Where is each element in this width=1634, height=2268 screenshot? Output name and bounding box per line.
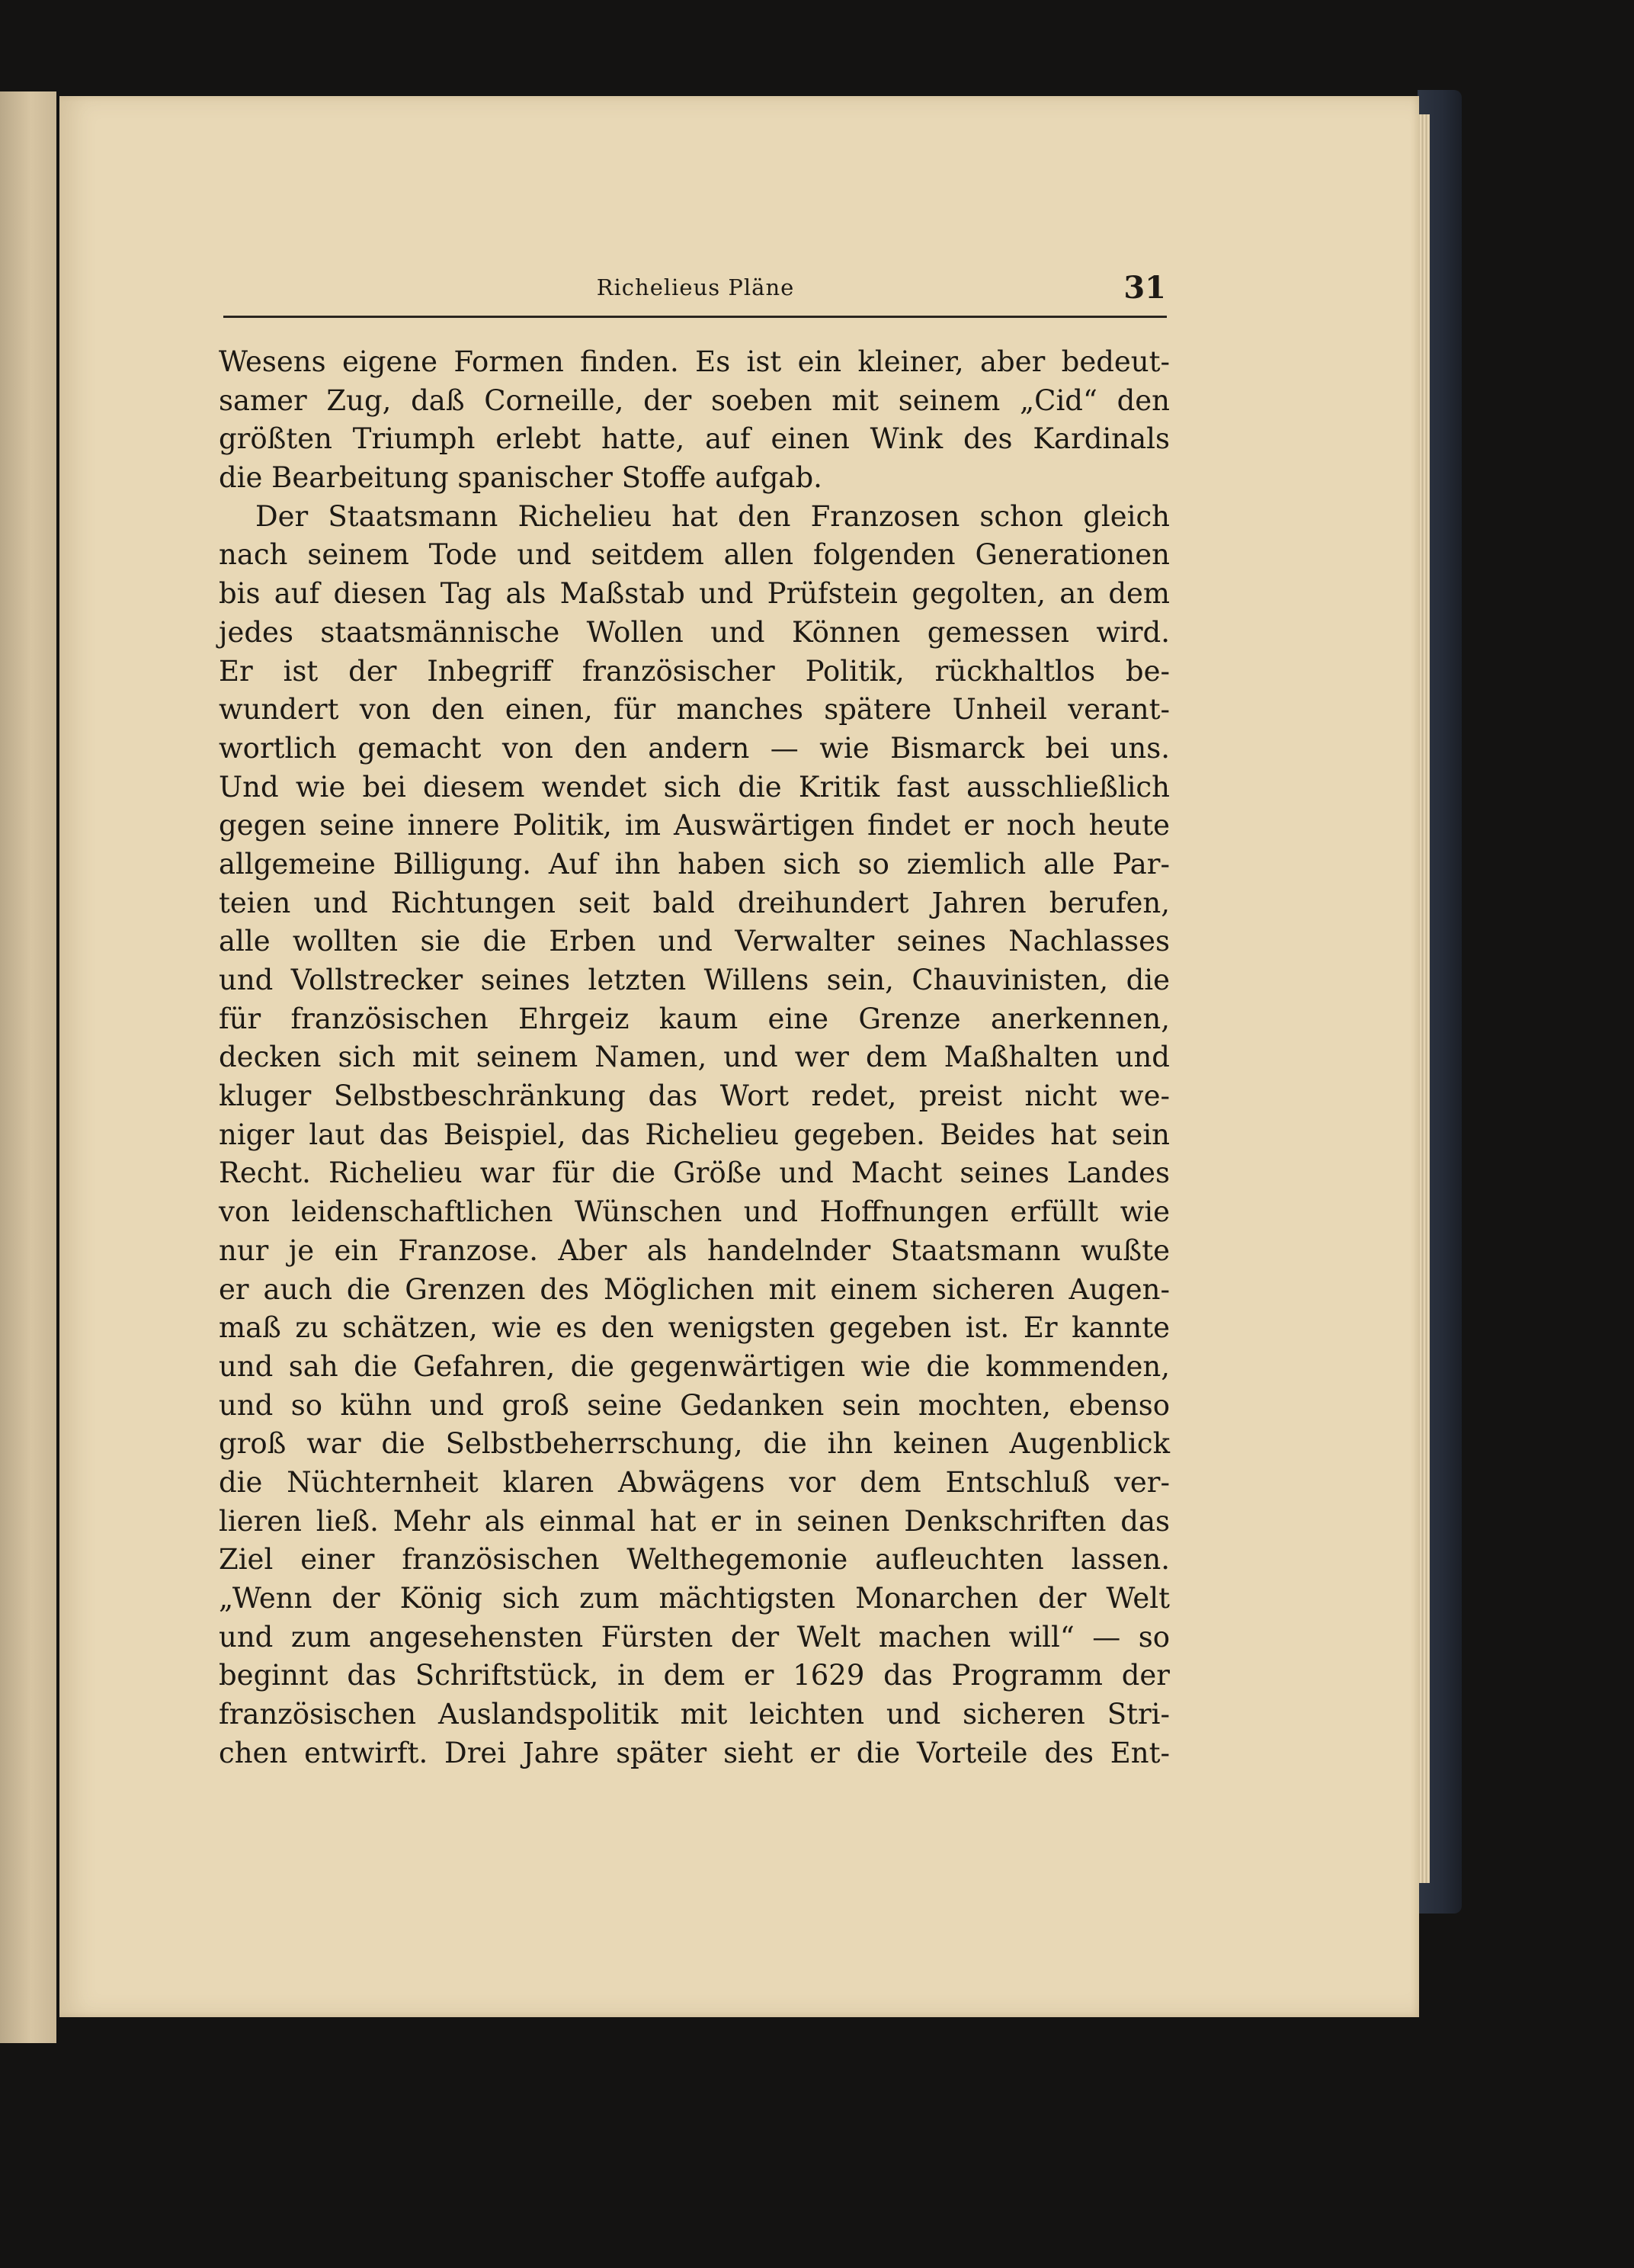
- text-line: alle wollten sie die Erben und Verwalter seines Nachlasses: [219, 925, 1170, 958]
- text-line: und sah die Gefahren, die gegenwärtigen wie die kommenden,: [219, 1349, 1170, 1383]
- text-line: und zum angesehensten Fürsten der Welt machen will“ — so: [219, 1620, 1170, 1654]
- text-line: maß zu schätzen, wie es den wenigsten gegeben ist. Er kannte: [219, 1311, 1170, 1345]
- body-text: [219, 343, 1170, 1772]
- text-line: französischen Auslandspolitik mit leichten und sicheren Stri-: [219, 1698, 1170, 1731]
- text-line: teien und Richtungen seit bald dreihundert Jahren berufen,: [219, 886, 1170, 919]
- text-line: allgemeine Billigung. Auf ihn haben sich so ziemlich alle Par-: [219, 847, 1170, 881]
- text-line: decken sich mit seinem Namen, und wer dem Maßhalten und: [219, 1041, 1170, 1074]
- text-line: groß war die Selbstbeherrschung, die ihn keinen Augenblick: [219, 1427, 1170, 1461]
- facing-page-edge: [0, 91, 56, 2043]
- running-head: [225, 270, 1166, 314]
- text-line: wundert von den einen, für manches spätere Unheil verant-: [219, 693, 1170, 727]
- header-rule: [223, 316, 1167, 318]
- page-number: 31: [1123, 270, 1166, 306]
- text-line: wortlich gemacht von den andern — wie Bismarck bei uns.: [219, 731, 1170, 765]
- text-line: lieren ließ. Mehr als einmal hat er in seinen Denkschriften das: [219, 1504, 1170, 1538]
- text-line: beginnt das Schriftstück, in dem er 1629 das Programm der: [219, 1659, 1170, 1692]
- text-line: kluger Selbstbeschränkung das Wort redet, preist nicht we-: [219, 1079, 1170, 1113]
- text-line: „Wenn der König sich zum mächtigsten Monarchen der Welt: [219, 1582, 1170, 1615]
- text-line: für französischen Ehrgeiz kaum eine Grenze anerkennen,: [219, 1002, 1170, 1035]
- text-line: chen entwirft. Drei Jahre später sieht er die Vorteile des Ent-: [219, 1736, 1170, 1769]
- text-line: nur je ein Franzose. Aber als handelnder Staatsmann wußte: [219, 1233, 1170, 1267]
- text-line: Ziel einer französischen Welthegemonie aufleuchten lassen.: [219, 1543, 1170, 1577]
- text-line: nach seinem Tode und seitdem allen folgenden Generationen: [219, 538, 1170, 572]
- text-line: gegen seine innere Politik, im Auswärtigen findet er noch heute: [219, 809, 1170, 842]
- text-line: Er ist der Inbegriff französischer Politik, rückhaltlos be-: [219, 654, 1170, 688]
- text-line: und Vollstrecker seines letzten Willens sein, Chauvinisten, die: [219, 964, 1170, 996]
- text-line: größten Triumph erlebt hatte, auf einen Wink des Kardinals: [219, 422, 1170, 456]
- text-line: Der Staatsmann Richelieu hat den Franzosen schon gleich: [255, 499, 1170, 533]
- text-line: jedes staatsmännische Wollen und Können gemessen wird.: [219, 615, 1170, 649]
- text-line: Recht. Richelieu war für die Größe und Macht seines Landes: [219, 1156, 1170, 1190]
- text-line: Wesens eigene Formen finden. Es ist ein kleiner, aber bedeut-: [219, 345, 1170, 378]
- text-line: von leidenschaftlichen Wünschen und Hoffnungen erfüllt wie: [219, 1195, 1170, 1229]
- running-head-title: Richelieus Pläne: [596, 274, 795, 300]
- text-line: bis auf diesen Tag als Maßstab und Prüfstein gegolten, an dem: [219, 577, 1170, 611]
- text-line: Und wie bei diesem wendet sich die Kritik fast ausschließlich: [219, 770, 1170, 804]
- text-line: er auch die Grenzen des Möglichen mit einem sicheren Augen-: [219, 1272, 1170, 1306]
- text-line: niger laut das Beispiel, das Richelieu gegeben. Beides hat sein: [219, 1118, 1170, 1151]
- text-line: samer Zug, daß Corneille, der soeben mit seinem „Cid“ den: [219, 383, 1170, 417]
- text-line: die Bearbeitung spanischer Stoffe aufgab.: [219, 461, 822, 495]
- text-line: und so kühn und groß seine Gedanken sein mochten, ebenso: [219, 1388, 1170, 1422]
- text-line: die Nüchternheit klaren Abwägens vor dem Entschluß ver-: [219, 1465, 1170, 1499]
